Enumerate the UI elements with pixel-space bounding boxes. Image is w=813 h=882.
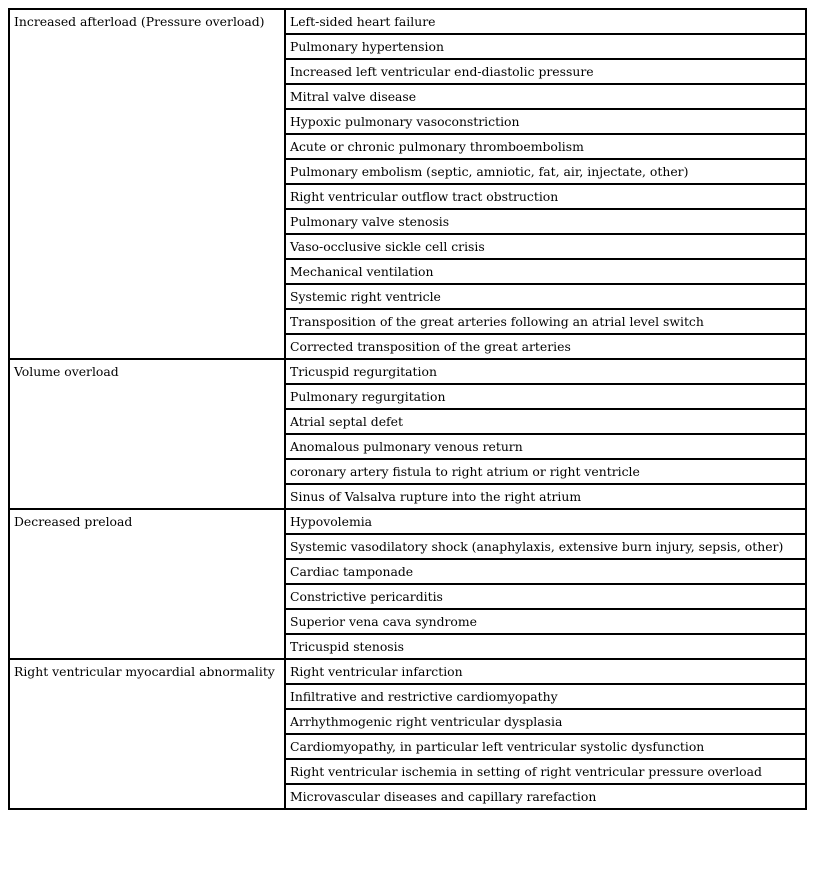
cause-cell: Corrected transposition of the great arteries: [285, 334, 806, 359]
cause-cell: Systemic right ventricle: [285, 284, 806, 309]
cause-cell: Acute or chronic pulmonary thromboembolism: [285, 134, 806, 159]
cause-cell: Pulmonary embolism (septic, amniotic, fat, air, injectate, other): [285, 159, 806, 184]
cause-cell: Right ventricular ischemia in setting of right ventricular pressure overload: [285, 759, 806, 784]
cause-cell: Increased left ventricular end-diastolic pressure: [285, 59, 806, 84]
cause-cell: Tricuspid regurgitation: [285, 359, 806, 384]
cause-cell: Right ventricular outflow tract obstruction: [285, 184, 806, 209]
cause-cell: Mechanical ventilation: [285, 259, 806, 284]
cause-cell: Superior vena cava syndrome: [285, 609, 806, 634]
cause-cell: coronary artery fistula to right atrium or right ventricle: [285, 459, 806, 484]
table-row: [9, 9, 806, 34]
category-cell: Volume overload: [9, 359, 285, 509]
cause-cell: Pulmonary regurgitation: [285, 384, 806, 409]
category-cell: Right ventricular myocardial abnormality: [9, 659, 285, 809]
table-row: [9, 659, 806, 684]
cause-cell: Left-sided heart failure: [285, 9, 806, 34]
cause-cell: Cardiomyopathy, in particular left ventricular systolic dysfunction: [285, 734, 806, 759]
cause-cell: Vaso-occlusive sickle cell crisis: [285, 234, 806, 259]
cause-cell: Atrial septal defet: [285, 409, 806, 434]
table-row: [9, 359, 806, 384]
cause-cell: Pulmonary valve stenosis: [285, 209, 806, 234]
cause-cell: Arrhythmogenic right ventricular dysplasia: [285, 709, 806, 734]
causes-table: [8, 8, 807, 810]
cause-cell: Anomalous pulmonary venous return: [285, 434, 806, 459]
table-row: [9, 509, 806, 534]
category-cell: Increased afterload (Pressure overload): [9, 9, 285, 359]
cause-cell: Mitral valve disease: [285, 84, 806, 109]
category-cell: Decreased preload: [9, 509, 285, 659]
cause-cell: Sinus of Valsalva rupture into the right atrium: [285, 484, 806, 509]
table-body: [9, 9, 806, 809]
cause-cell: Hypovolemia: [285, 509, 806, 534]
cause-cell: Tricuspid stenosis: [285, 634, 806, 659]
cause-cell: Infiltrative and restrictive cardiomyopathy: [285, 684, 806, 709]
cause-cell: Cardiac tamponade: [285, 559, 806, 584]
cause-cell: Microvascular diseases and capillary rarefaction: [285, 784, 806, 809]
cause-cell: Constrictive pericarditis: [285, 584, 806, 609]
cause-cell: Pulmonary hypertension: [285, 34, 806, 59]
cause-cell: Systemic vasodilatory shock (anaphylaxis, extensive burn injury, sepsis, other): [285, 534, 806, 559]
cause-cell: Transposition of the great arteries following an atrial level switch: [285, 309, 806, 334]
cause-cell: Right ventricular infarction: [285, 659, 806, 684]
cause-cell: Hypoxic pulmonary vasoconstriction: [285, 109, 806, 134]
